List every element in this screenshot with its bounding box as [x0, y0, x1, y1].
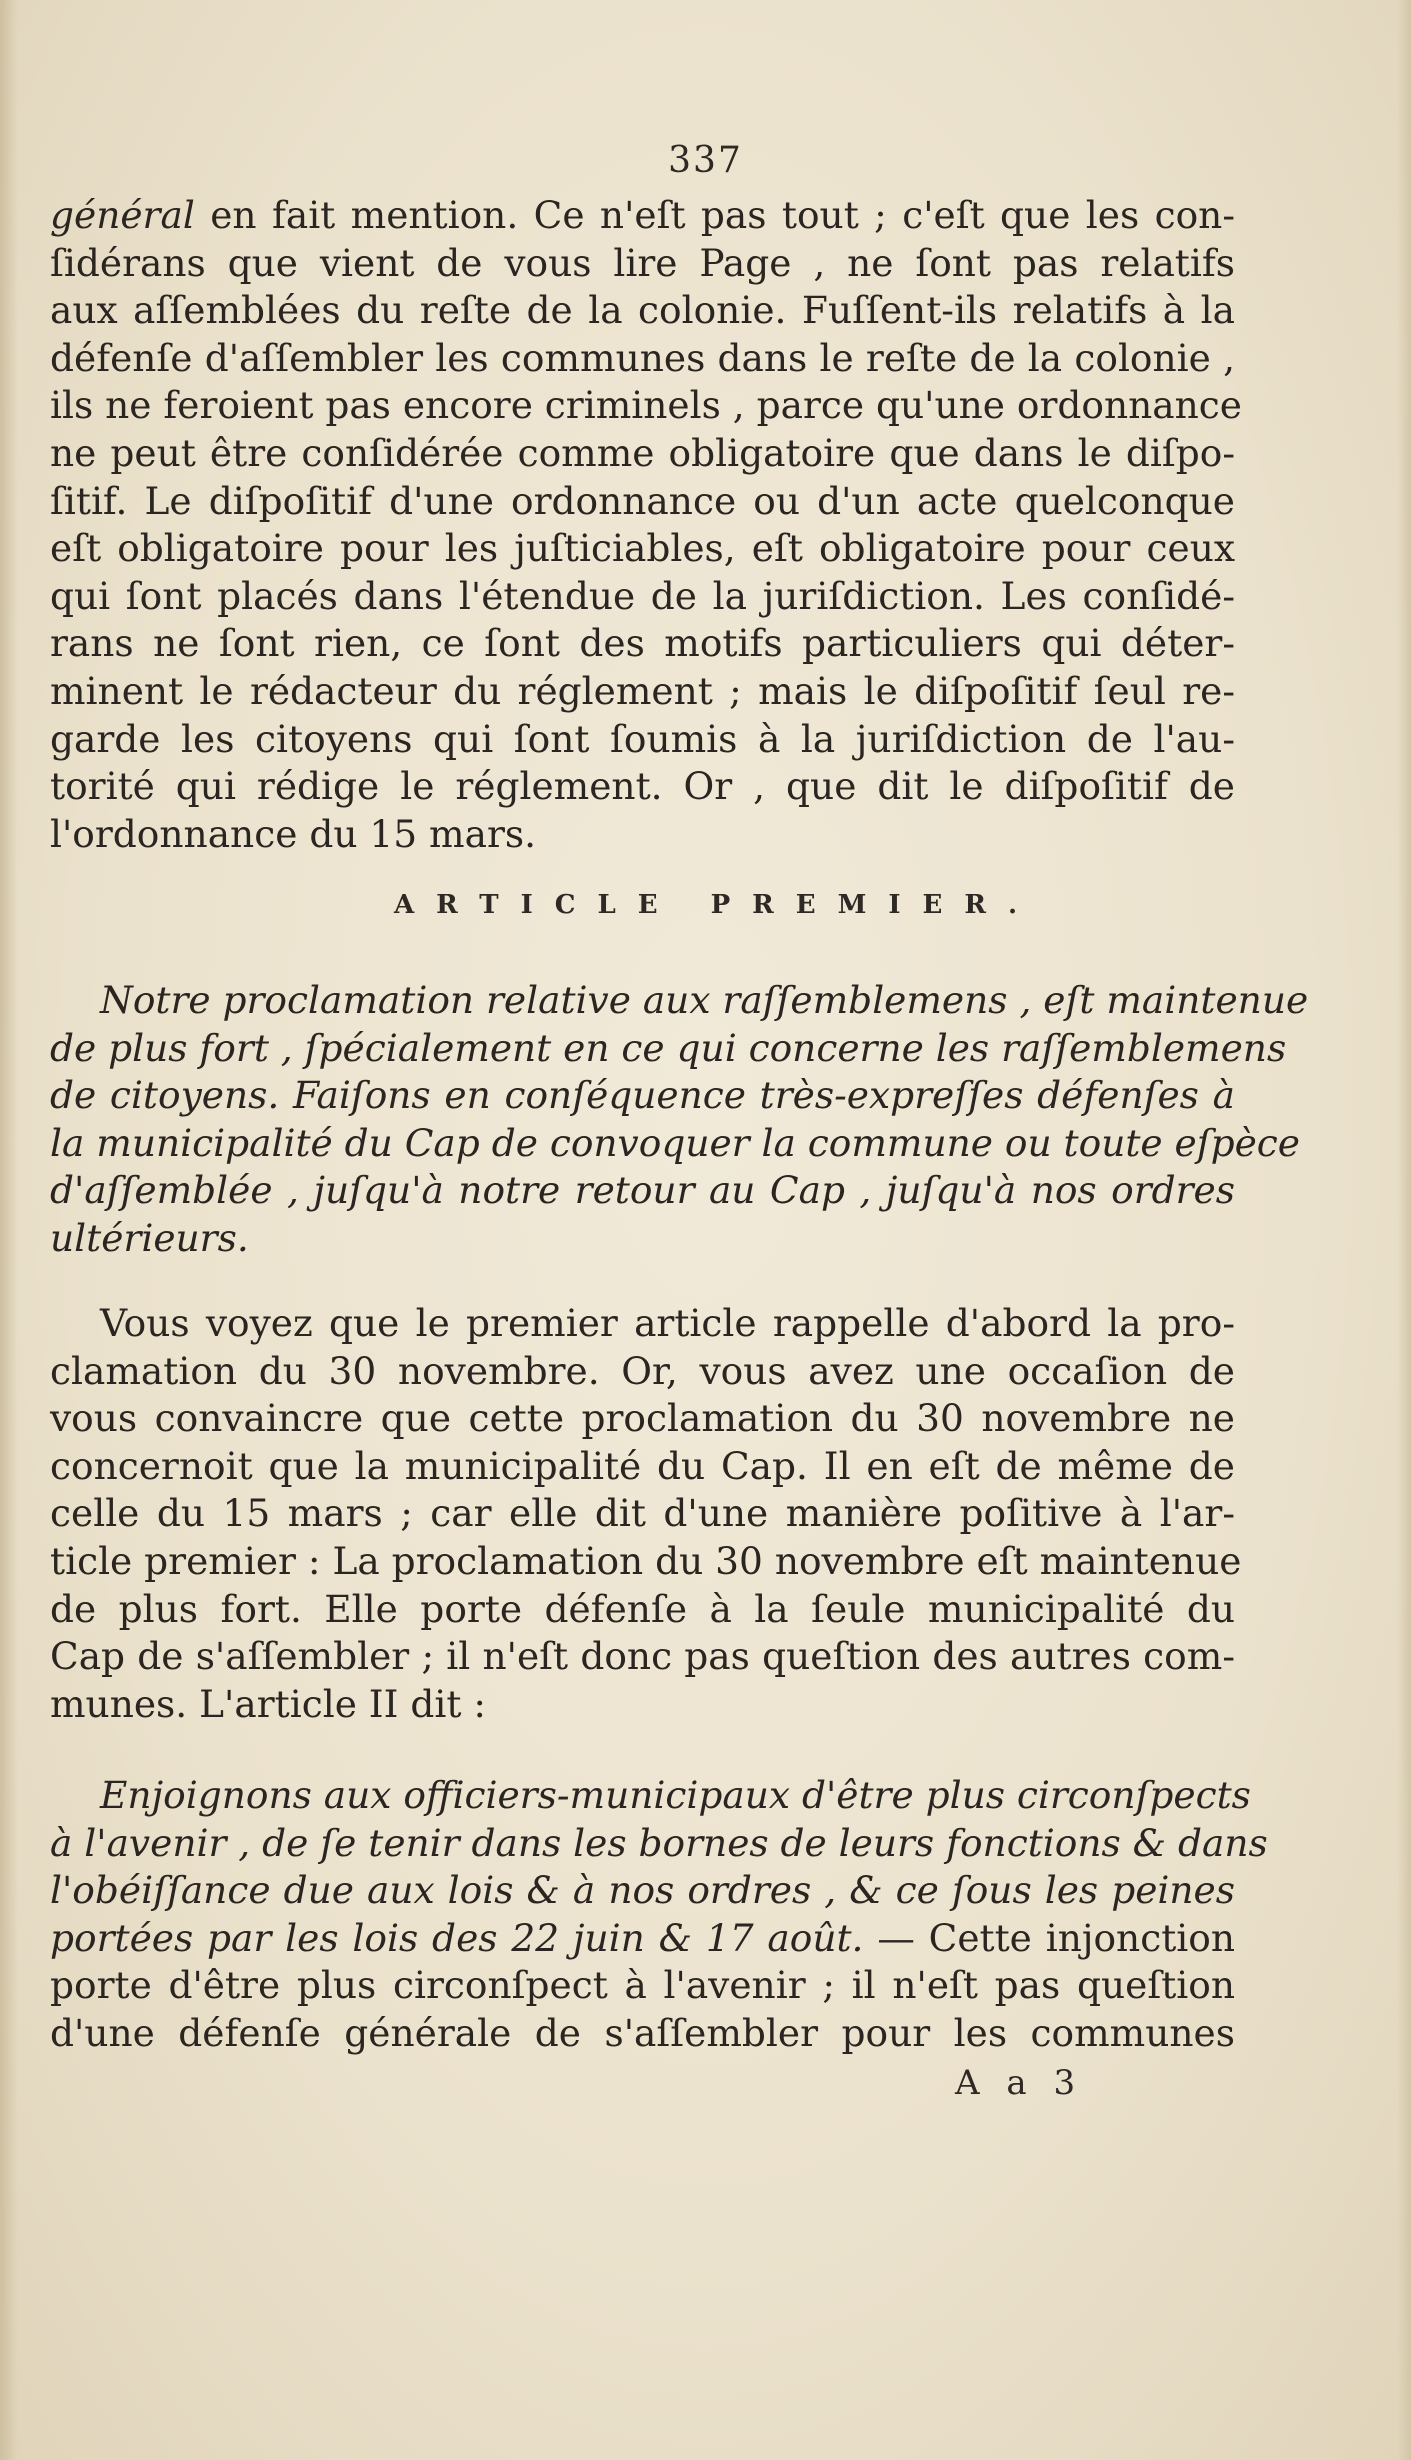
text-line: de plus fort , ſpécialement en ce qui concerne les raſſemblemens — [50, 1025, 1287, 1070]
text-line: concernoit que la municipalité du Cap. Il en eſt de même de — [50, 1443, 1235, 1488]
text-line: ticle premier : La proclamation du 30 novembre eſt maintenue — [50, 1538, 1242, 1583]
text-line: qui ſont placés dans l'étendue de la juriſdiction. Les conſidé- — [50, 573, 1235, 618]
article-heading: ARTICLE PREMIER. — [393, 890, 1040, 920]
text-line: l'obéiſſance due aux lois & à nos ordres , & ce ſous les peines — [50, 1868, 1235, 1913]
text-line: ſitif. Le diſpoſitif d'une ordonnance ou d'un acte quelconque — [50, 478, 1235, 523]
text-line: aux aſſemblées du reſte de la colonie. Fuſſent-ils relatifs à la — [50, 288, 1235, 333]
text-line: torité qui rédige le réglement. Or , que dit le diſpoſitif de — [50, 764, 1235, 809]
article-2-text — [50, 1772, 1268, 2058]
italic-segment: portées par les lois des 22 juin & 17 août. — [50, 1915, 864, 1960]
text-line: de plus fort. Elle porte défenſe à la ſeule municipalité du — [50, 1586, 1235, 1631]
text-line: la municipalité du Cap de convoquer la commune ou toute eſpèce — [50, 1120, 1300, 1165]
roman-segment: — Cette injonction — [863, 1915, 1235, 1960]
text-line: clamation du 30 novembre. Or, vous avez une occaſion de — [50, 1348, 1235, 1393]
paragraph-1 — [50, 192, 1242, 858]
text-line: porte d'être plus circonſpect à l'avenir ; il n'eſt pas queſtion — [50, 1963, 1235, 2008]
paragraph-2 — [50, 1300, 1242, 1728]
text-line: Vous voyez que le premier article rappelle d'abord la pro- — [100, 1301, 1235, 1345]
page-edge-left — [0, 0, 18, 2460]
text-line: ſidérans que vient de vous lire Page , ne ſont pas relatifs — [50, 240, 1235, 285]
text-line: d'aſſemblée , juſqu'à notre retour au Cap , juſqu'à nos ordres — [50, 1168, 1235, 1213]
text-line: vous convaincre que cette proclamation du 30 novembre ne — [50, 1396, 1235, 1441]
text-line: à l'avenir , de ſe tenir dans les bornes de leurs fonctions & dans — [50, 1820, 1268, 1865]
text-line: eſt obligatoire pour les juſticiables, eſt obligatoire pour ceux — [50, 526, 1235, 571]
text-line: Notre proclamation relative aux raſſemblemens , eſt maintenue — [100, 978, 1309, 1022]
text-line: Enjoignons aux officiers-municipaux d'être plus circonſpects — [100, 1773, 1251, 1817]
text-line: munes. L'article II dit : — [50, 1681, 486, 1726]
text-line — [50, 192, 1235, 240]
text-line: celle du 15 mars ; car elle dit d'une manière poſitive à l'ar- — [50, 1491, 1235, 1536]
text-line: minent le rédacteur du réglement ; mais le diſpoſitif ſeul re- — [50, 668, 1235, 713]
text-line: ultérieurs. — [50, 1215, 249, 1260]
text-line: d'une défenſe générale de s'aſſembler pour les communes — [50, 2010, 1235, 2055]
text-line: garde les citoyens qui ſont ſoumis à la juriſdiction de l'au- — [50, 716, 1235, 761]
text-line: l'ordonnance du 15 mars. — [50, 811, 537, 856]
text-line: ils ne feroient pas encore criminels , parce qu'une ordonnance — [50, 383, 1242, 428]
line-text: en fait mention. Ce n'eſt pas tout ; c'eſt que les con- — [194, 193, 1235, 237]
text-line: rans ne ſont rien, ce ſont des motifs particuliers qui déter- — [50, 621, 1235, 666]
page-number: 337 — [668, 140, 743, 181]
article-1-text — [50, 977, 1309, 1263]
signature-mark: A a 3 — [955, 2063, 1084, 2103]
text-line — [50, 1915, 1235, 1963]
text-line: ne peut être conſidérée comme obligatoire que dans le diſpo- — [50, 430, 1235, 475]
text-line: défenſe d'aſſembler les communes dans le reſte de la colonie , — [50, 335, 1235, 380]
italic-word: général — [50, 193, 195, 237]
text-line: de citoyens. Faiſons en conſéquence très-expreſſes défenſes à — [50, 1073, 1235, 1118]
text-line: Cap de s'aſſembler ; il n'eſt donc pas queſtion des autres com- — [50, 1634, 1235, 1679]
page-edge-right — [1397, 0, 1411, 2460]
